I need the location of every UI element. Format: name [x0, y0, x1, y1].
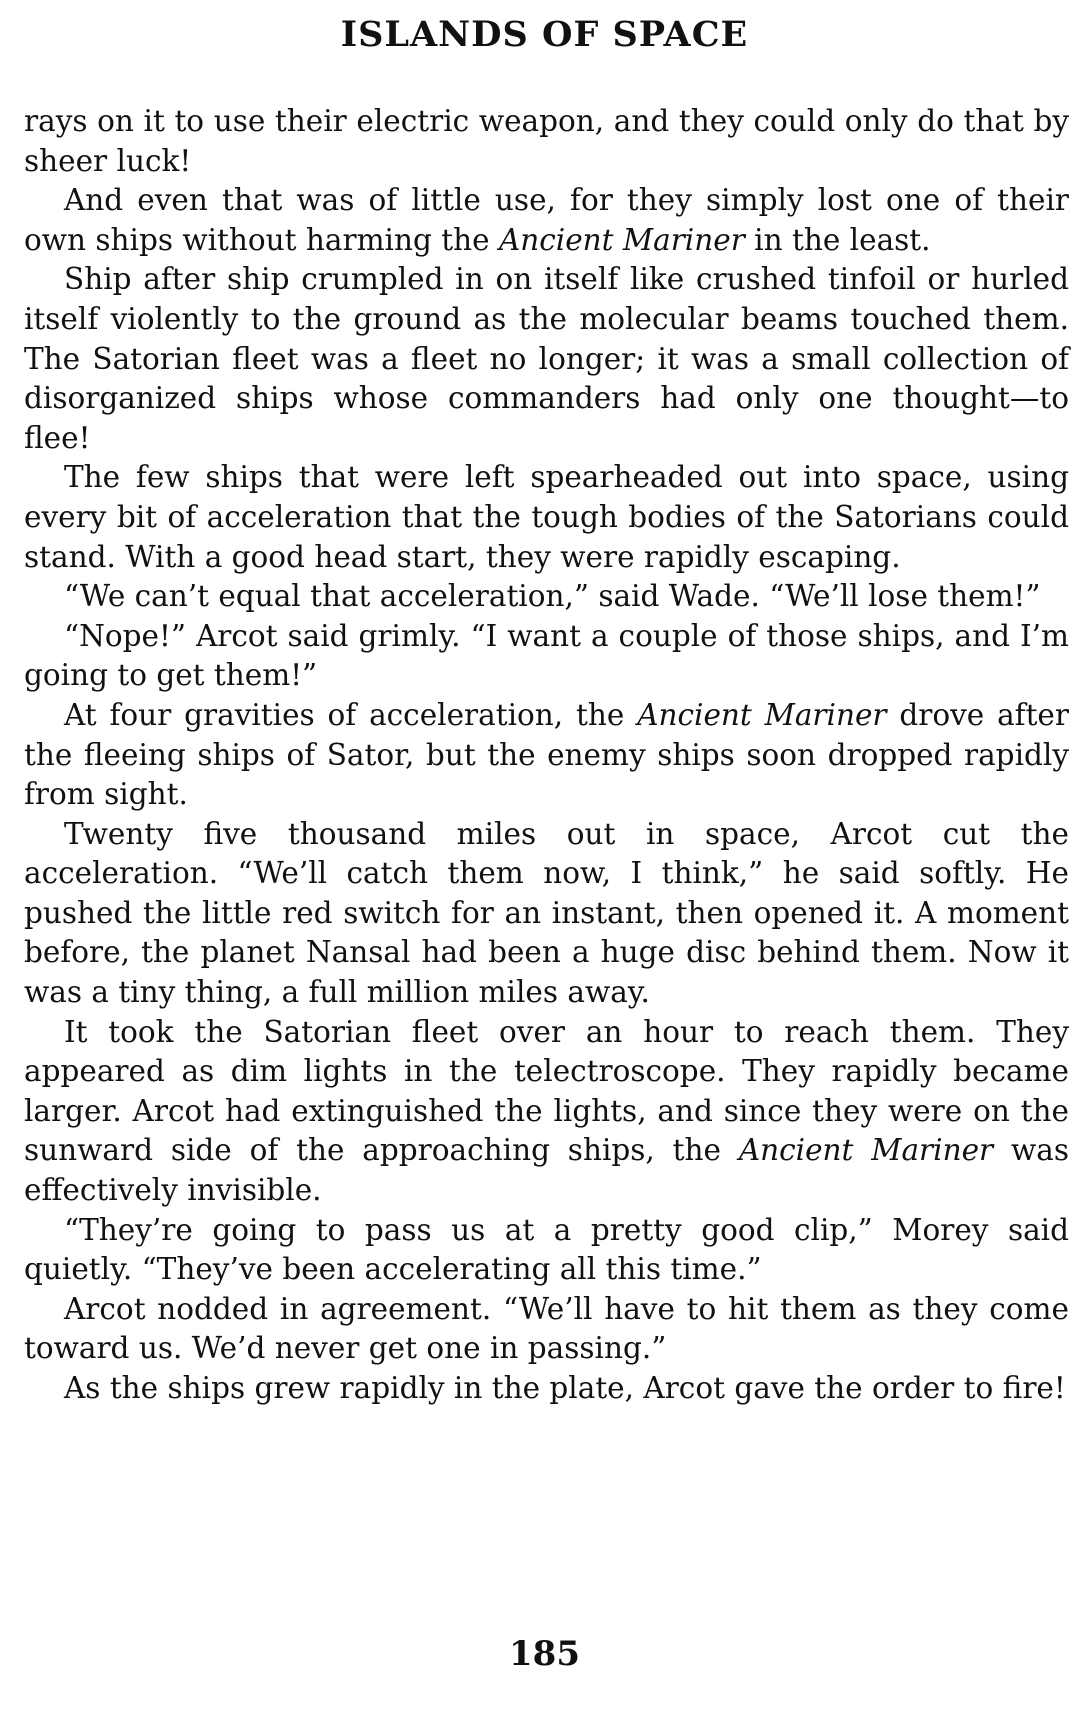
paragraph	[24, 458, 1069, 577]
paragraph	[24, 577, 1069, 617]
text-segment: “They’re going to pass us at a pretty good clip,” Morey said quietly. “They’ve been accelerating all this time.”	[24, 1212, 1069, 1287]
text-segment: At four gravities of acceleration, the	[64, 697, 638, 732]
text-segment: “Nope!” Arcot said grimly. “I want a couple of those ships, and I’m going to get them!”	[24, 618, 1069, 693]
text-segment: And even that was of little use, for they simply lost one of their own ships without harming the	[24, 183, 1069, 257]
text-segment: Arcot nodded in agreement. “We’ll have to hit them as they come toward us. We’d never get one in passing.”	[24, 1291, 1069, 1366]
paragraph	[24, 1369, 1069, 1409]
page-number: 185	[509, 1634, 580, 1674]
paragraph	[24, 1211, 1069, 1290]
paragraph	[24, 102, 1069, 181]
text-segment: Twenty five thousand miles out in space, Arcot cut the acceleration. “We’ll catch them now, I think,” he said softly. He pushed the little red switch for an instant, then opened it. A moment before, the planet Nansal had been a huge disc behind them. Now it was a tiny thing, a full million miles away.	[24, 816, 1069, 1010]
text-segment: Ship after ship crumpled in on itself like crushed tinfoil or hurled itself violently to the ground as the molecular beams touched them. The Satorian fleet was a fleet no longer; it was a small collection of disorganized ships whose commanders had only one thought—to flee!	[24, 262, 1069, 455]
running-head-title: ISLANDS OF SPACE	[340, 14, 749, 55]
paragraph	[24, 815, 1069, 1013]
text-segment: drove after the fleeing ships of Sator, but the enemy ships soon dropped rapidly from sight.	[24, 697, 1069, 812]
paragraph	[24, 617, 1069, 696]
paragraph	[24, 260, 1069, 458]
paragraph	[24, 181, 1069, 260]
ship-name-italic: Ancient Mariner	[637, 697, 887, 732]
text-segment: rays on it to use their electric weapon, and they could only do that by sheer luck!	[24, 104, 1069, 178]
text-segment: The few ships that were left spearheaded out into space, using every bit of acceleration that the tough bodies of the Satorians could stand. With a good head start, they were rapidly escaping.	[24, 460, 1069, 574]
paragraph	[24, 696, 1069, 815]
text-segment: “We can’t equal that acceleration,” said Wade. “We’ll lose them!”	[64, 579, 1041, 614]
paragraph	[24, 1290, 1069, 1369]
ship-name-italic: Ancient Mariner	[498, 222, 745, 257]
ship-name-italic: Ancient Mariner	[738, 1133, 994, 1168]
text-segment: was effectively invisible.	[24, 1133, 1069, 1208]
text-segment: in the least.	[744, 222, 931, 257]
text-segment: As the ships grew rapidly in the plate, Arcot gave the order to fire!	[64, 1371, 1066, 1405]
paragraph	[24, 1013, 1069, 1211]
body-text	[24, 102, 1069, 1409]
text-segment: It took the Satorian fleet over an hour to reach them. They appeared as dim lights in the telectroscope. They rapidly became larger. Arcot had extinguished the lights, and since they were on the sunward side of the approaching ships, the	[24, 1014, 1069, 1168]
